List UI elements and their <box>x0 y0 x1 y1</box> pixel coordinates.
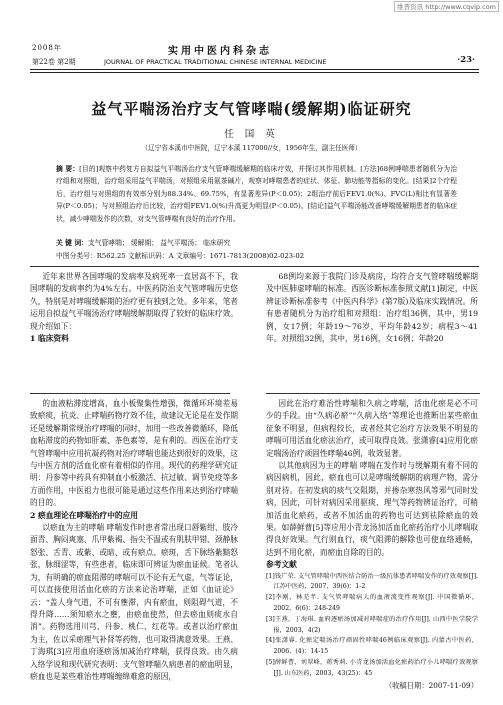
section1-paragraph: 68例均来源于我院门诊及病房，均符合支气管哮喘缓解期及中医肺虚哮喘的标准。西医诊断标准参照文献[1]制定，中医辨证诊断标准参考《中医内科学》(第7版)及临床实践情况。所有患者随机分为治疗组和对照组：治疗组36例，其中，男19例，女17例；年龄19～76岁，平均年龄42岁；病程3～41年。对照组32例，其中，男16例，女16例；年龄20 <box>266 272 478 344</box>
reference-item: [3]王燕，丁海琪. 血府逐瘀汤加减对哮喘症的治疗作用[J]. 山西中医学院学报，2003，4(2) <box>266 615 478 634</box>
column-separator-left <box>30 393 230 394</box>
journal-name-en: JOURNAL OF PRACTICAL TRADITIONAL CHINESE INTERNAL MEDICINE <box>104 58 327 66</box>
journal-volume: 第22卷 第2期 <box>32 58 76 66</box>
watermark: 维普资讯 http://www.cqvip.com <box>394 1 499 12</box>
section2-heading: 2 瘀血理论在哮喘治疗中的应用 <box>30 510 138 520</box>
references-heading: 参考文献 <box>266 560 297 570</box>
right-paragraph-2: 以其他病因为主的哮喘 哮喘在发作时与缓解期有着不同的病因病机，因此，瘀血也可以是哮喘缓解期的病理产物，需分别对待。在初发病的痰气交阻期，并掺杂寒热风等邪气同时发病，因此，可针对病因采用驱痰、理气等药物辨证治疗，可稍加活血化瘀药，或者不加活血的药物也可达到祛除瘀血的效果。如薛鲜曹[5]等应用小青龙汤加活血化瘀药治疗小儿哮喘取得良好效果。气行则血行，痰气阻滞的解除也可使血络通畅，达到不用化瘀，而瘀血自除的目的。 <box>266 461 478 557</box>
keywords-text: 支气管哮喘； 缓解期； 益气平喘汤； 临床研究 <box>87 239 231 247</box>
reference-item: [1]钱广荣. 支气管哮喘中西医结合防治一级抗体患者哮喘发作的疗效观察[J]. 江苏中医药，2007，39(6)：1-2 <box>266 572 478 591</box>
left-column <box>30 398 238 683</box>
abstract <box>56 163 457 225</box>
section1-column <box>266 271 478 345</box>
affiliation: （辽宁省本溪市中医院，辽宁本溪 117000//女，1956年生，副主任医师） <box>141 144 362 152</box>
header-rule-thick <box>30 69 479 70</box>
journal-year: 2008年 <box>32 44 62 52</box>
right-paragraph-1: 因此在治疗难治性哮喘和久病之哮喘，活血化瘀是必不可少的手段。由“久病必瘀”“久病入络”等理论也推断出某些瘀血征象不明显，但病程较长，或者经其它治疗方法效果不明显的哮喘可用活血化瘀法治疗，或可取得良效。张潇睿[4]应用化瘀定喘汤治疗顽固性哮喘46例，收效显著。 <box>266 399 478 458</box>
reference-list <box>266 572 478 680</box>
reference-item: [5]薛鲜曹，刘翠峰，蒋秀莉. 小青龙汤加活血化瘀药治疗小儿哮喘疗效观察[J]. 山东医药，2003，43(25)：45 <box>266 659 478 677</box>
page-number: ·23· <box>457 55 475 65</box>
intro-paragraph: 近年来世界各国哮喘的发病率及病死率一直居高不下，我国哮喘的发病率约为4%左右。中医药防治支气管哮喘历史悠久，特别是对哮喘缓解期的治疗更有独到之处。多年来，笔者运用自拟益气平喘汤治疗哮喘缓解期取得了较好的临床疗效。现介绍如下： <box>30 272 238 331</box>
reference-item: [4]张潇睿. 化瘀定喘汤治疗顽固性哮喘46例临床观察[J]. 内蒙古中医药，2006，(4)：14-15 <box>266 637 478 656</box>
keywords <box>56 237 457 247</box>
journal-name-cn: 实用中医内科杂志 <box>168 46 272 57</box>
classification-line: 中图分类号：R562.25 文献标识码：A 文章编号：1671-7813(2008)02-023-02 <box>56 252 305 260</box>
abstract-divider <box>30 266 479 267</box>
paper-title: 益气平喘汤治疗支气管哮喘(缓解期)临证研究 <box>91 100 412 118</box>
section1-heading: 1 临床资料 <box>30 334 69 344</box>
intro-column <box>30 271 238 345</box>
abstract-label: 摘 要： <box>56 165 80 173</box>
received-date: （收稿日期：2007-11-09） <box>384 680 478 690</box>
section2-paragraph: 以瘀血为主的哮喘 哮喘发作时患者常出现口唇紫绀、肢冷面青、胸闷爽塞、爪甲紫褐、指尖不温或有肌肤甲错、颈静脉怒张、舌青、或紫、或暗、或有瘀点、瘀斑，舌下脉络紫黯怒张，脉细涩等，有些患者，临床即可辨证为瘀血证候。笔者认为，有明确的瘀血阻滞的哮喘可以不论有无气虚，气等证论，可以直接使用活血化瘀的方法来论治哮喘，正如《血证论》云：“盖人身气道，不可有壅滞，内有瘀血，则阻碍气道，不得升降……须知瘀水之壅，由瘀血使然，但去瘀血则痰水自消”。药物选用川芎、丹参、桃仁、红花等。或者以治疗瘀血为主，佐以采瘀理气补肾等药物，也可取得满意效果。王燕、丁海琪[3]应用血府逐瘀汤加减治疗哮喘，获得良效。由久病入络学说和现代研究表明：支气管哮喘久病患者的瘀血明显，瘀血也是某些难治性哮喘缠绵难愈的原因， <box>30 523 238 681</box>
header-rule-thin <box>30 72 479 73</box>
keywords-label: 关 键 词： <box>56 239 88 247</box>
column-separator-right <box>266 393 480 394</box>
author: 任 国 英 <box>224 129 279 140</box>
left-paragraph: 的血液粘滞度增高，血小板聚集性增强，微循环环境差易致瘀痰，抗炎、止哮喘药物疗效不佳，故建议无论是在发作期还是缓解期常规治疗哮喘的同时，加用一些改善微循环，降低血粘滞度的药物如肝素、茶色素等，是有利的。西医在治疗支气管哮喘中应用抗凝药物对治疗哮喘也能达到很好的效果，这与中医方剂的活血化瘀有着相似的作用。现代的药理学研究证明：丹参等中药具有抑制血小板激活、抗过敏、调节免疫等多方面作用，中医祖力也很可能是通过这些作用来达到治疗哮喘的目的。 <box>30 399 238 508</box>
reference-item: [2]李刚，林芜芊. 支气管哮喘病人的血液流变性观察[J]. 中国微循环，2002，6(6)：248-249 <box>266 594 478 613</box>
right-column <box>266 398 478 692</box>
abstract-text: [目的]观察中药复方自拟益气平喘汤治疗支气管哮喘缓解期的临床疗效，并探讨其作用机制。[方法]68例哮喘患者随机分为治疗组和对照组，治疗组采用益气平喘汤，对照组采用氨茶碱片，观察对哮喘患者的症状、体征、肺功能等指标的变化。[结果]2个疗程后，治疗组与对照组的有效率分别为88.34%、69.75%，有显著差异(P＜0.05)；2组治疗前后FEV1.0(%)、FVC(L)相比有显著差异(P＜0.05)；与对照组治疗后比较，治疗组FEV1.0(%)升高更为明显(P＜0.05)。[结论]益气平喘汤能改善哮喘缓解期患者的临床症状，减少哮喘发作的次数，对支气管哮喘有良好的治疗作用。 <box>56 165 457 223</box>
